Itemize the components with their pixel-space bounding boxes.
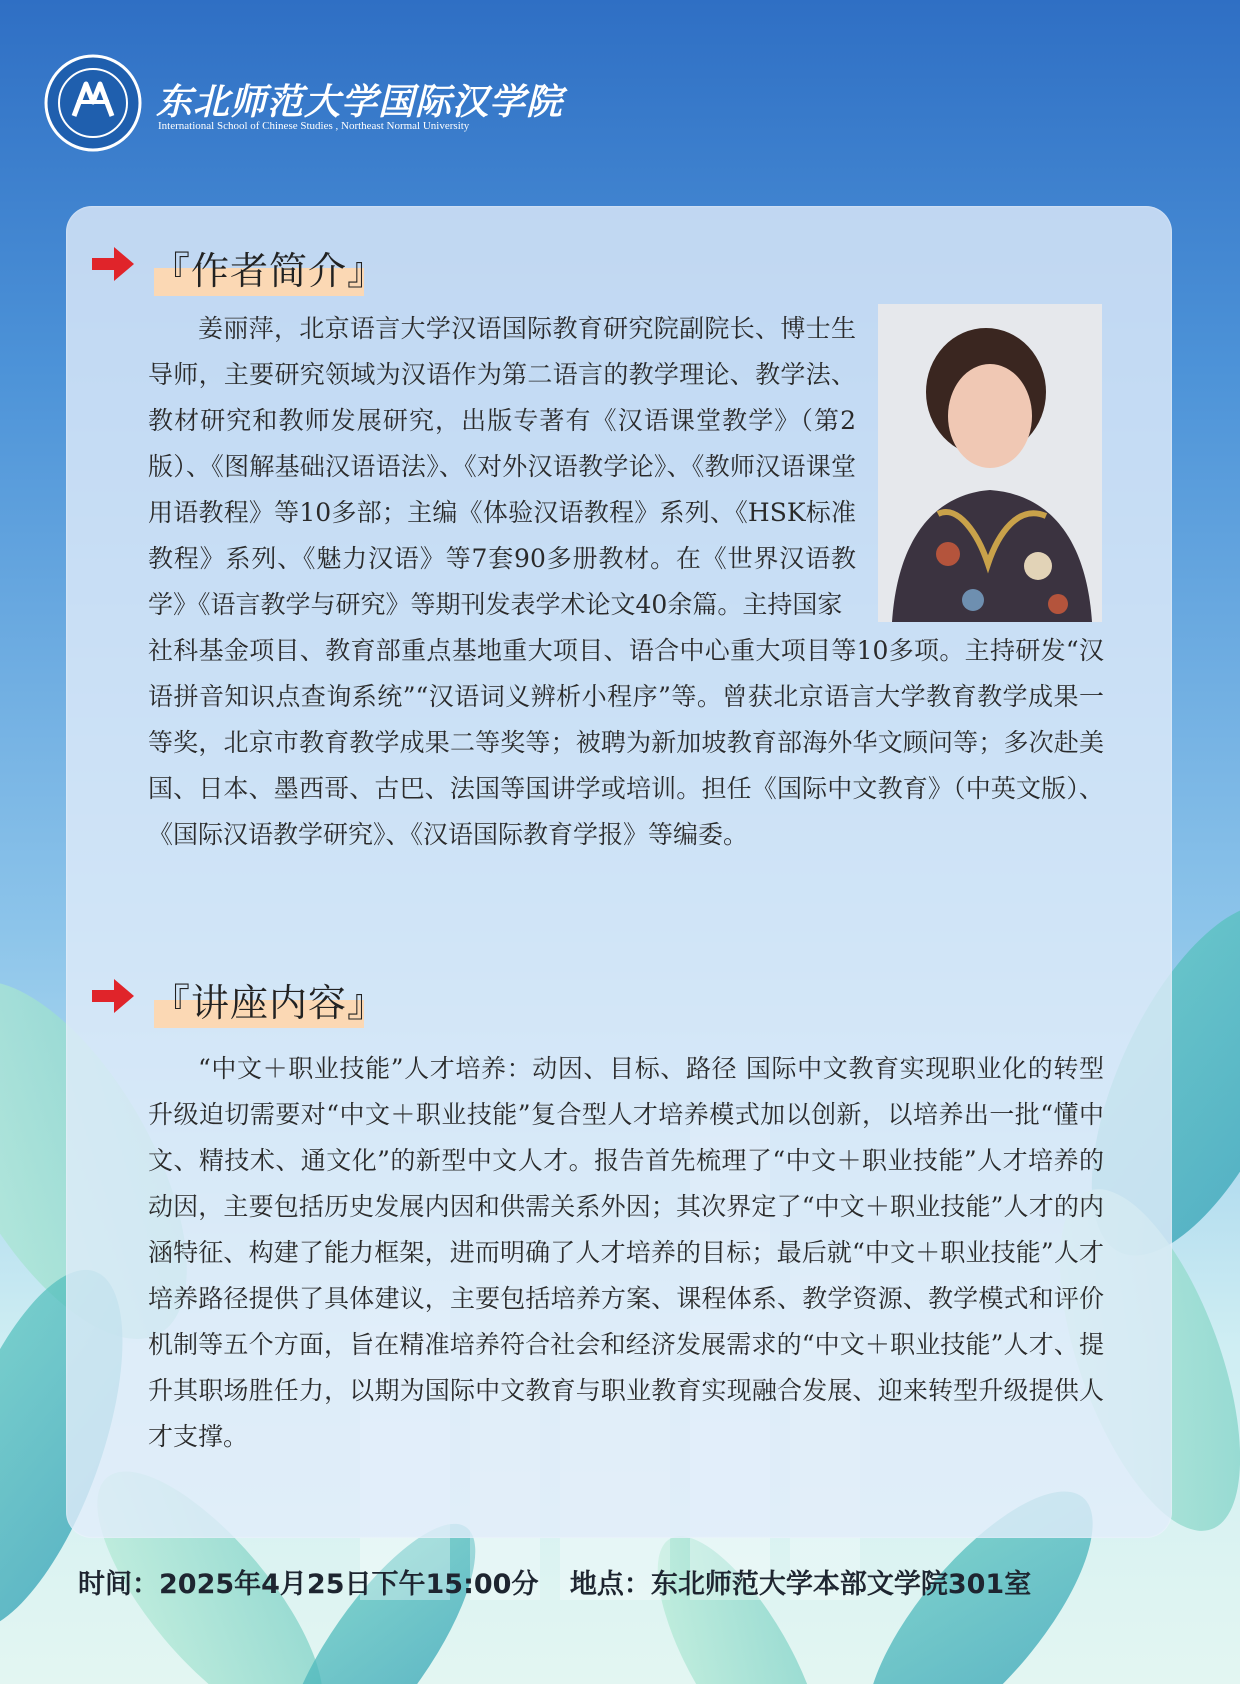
red-arrow-icon	[90, 244, 136, 284]
event-location: 地点：东北师范大学本部文学院301室	[569, 1569, 1032, 1600]
lecture-content-paragraph	[148, 1046, 1104, 1460]
author-section-heading	[90, 240, 410, 300]
event-time: 时间：2025年4月25日下午15:00分	[78, 1569, 539, 1600]
author-section-title: 『作者简介』	[152, 249, 387, 293]
university-seal-icon	[44, 54, 142, 152]
school-name: 东北师范大学国际汉学院	[156, 81, 564, 123]
author-bio: 姜丽萍，北京语言大学汉语国际教育研究院副院长、博士生导师，主要研究领域为汉语作为第二语言的教学理论、教学法、教材研究和教师发展研究，出版专著有《汉语课堂教学》（第2版）、《图解基础汉语语法》、《对外汉语教学论》、《教师汉语课堂用语教程》等10多部；主编《体验汉语教程》系列、《HSK标准教程》系列、《魅力汉语》等7套90多册教材。在《世界汉语教学》《语言教学与研究》等期刊发表学术论文40余篇。主持国家	[148, 314, 856, 619]
author-bio-paragraph-a	[148, 306, 856, 628]
event-info	[78, 1562, 1053, 1601]
portrait-image	[878, 304, 1102, 622]
author-photo	[878, 304, 1102, 622]
lecture-section-title: 『讲座内容』	[152, 981, 387, 1025]
red-arrow-icon	[90, 976, 136, 1016]
school-name-english: International School of Chinese Studies , Northeast Normal University	[158, 120, 470, 132]
author-bio-paragraph-b: 社科基金项目、教育部重点基地重大项目、语合中心重大项目等10多项。主持研发“汉语拼音知识点查询系统”“汉语词义辨析小程序”等。曾获北京语言大学教育教学成果一等奖，北京市教育教学成果二等奖等；被聘为新加坡教育部海外华文顾问等；多次赴美国、日本、墨西哥、古巴、法国等国讲学或培训。担任《国际中文教育》（中英文版）、《国际汉语教学研究》、《汉语国际教育学报》等编委。	[148, 636, 1104, 849]
lecture-content: “中文＋职业技能”人才培养：动因、目标、路径 国际中文教育实现职业化的转型升级迫切需要对“中文＋职业技能”复合型人才培养模式加以创新，以培养出一批“懂中文、精技术、通文化”的新型中文人才。报告首先梳理了“中文＋职业技能”人才培养的动因，主要包括历史发展内因和供需关系外因；其次界定了“中文＋职业技能”人才的内涵特征、构建了能力框架，进而明确了人才培养的目标；最后就“中文＋职业技能”人才培养路径提供了具体建议，主要包括培养方案、课程体系、教学资源、教学模式和评价机制等五个方面，旨在精准培养符合社会和经济发展需求的“中文＋职业技能”人才、提升其职场胜任力，以期为国际中文教育与职业教育实现融合发展、迎来转型升级提供人才支撑。	[148, 1054, 1104, 1451]
header	[44, 54, 644, 154]
lecture-section-heading	[90, 972, 410, 1032]
